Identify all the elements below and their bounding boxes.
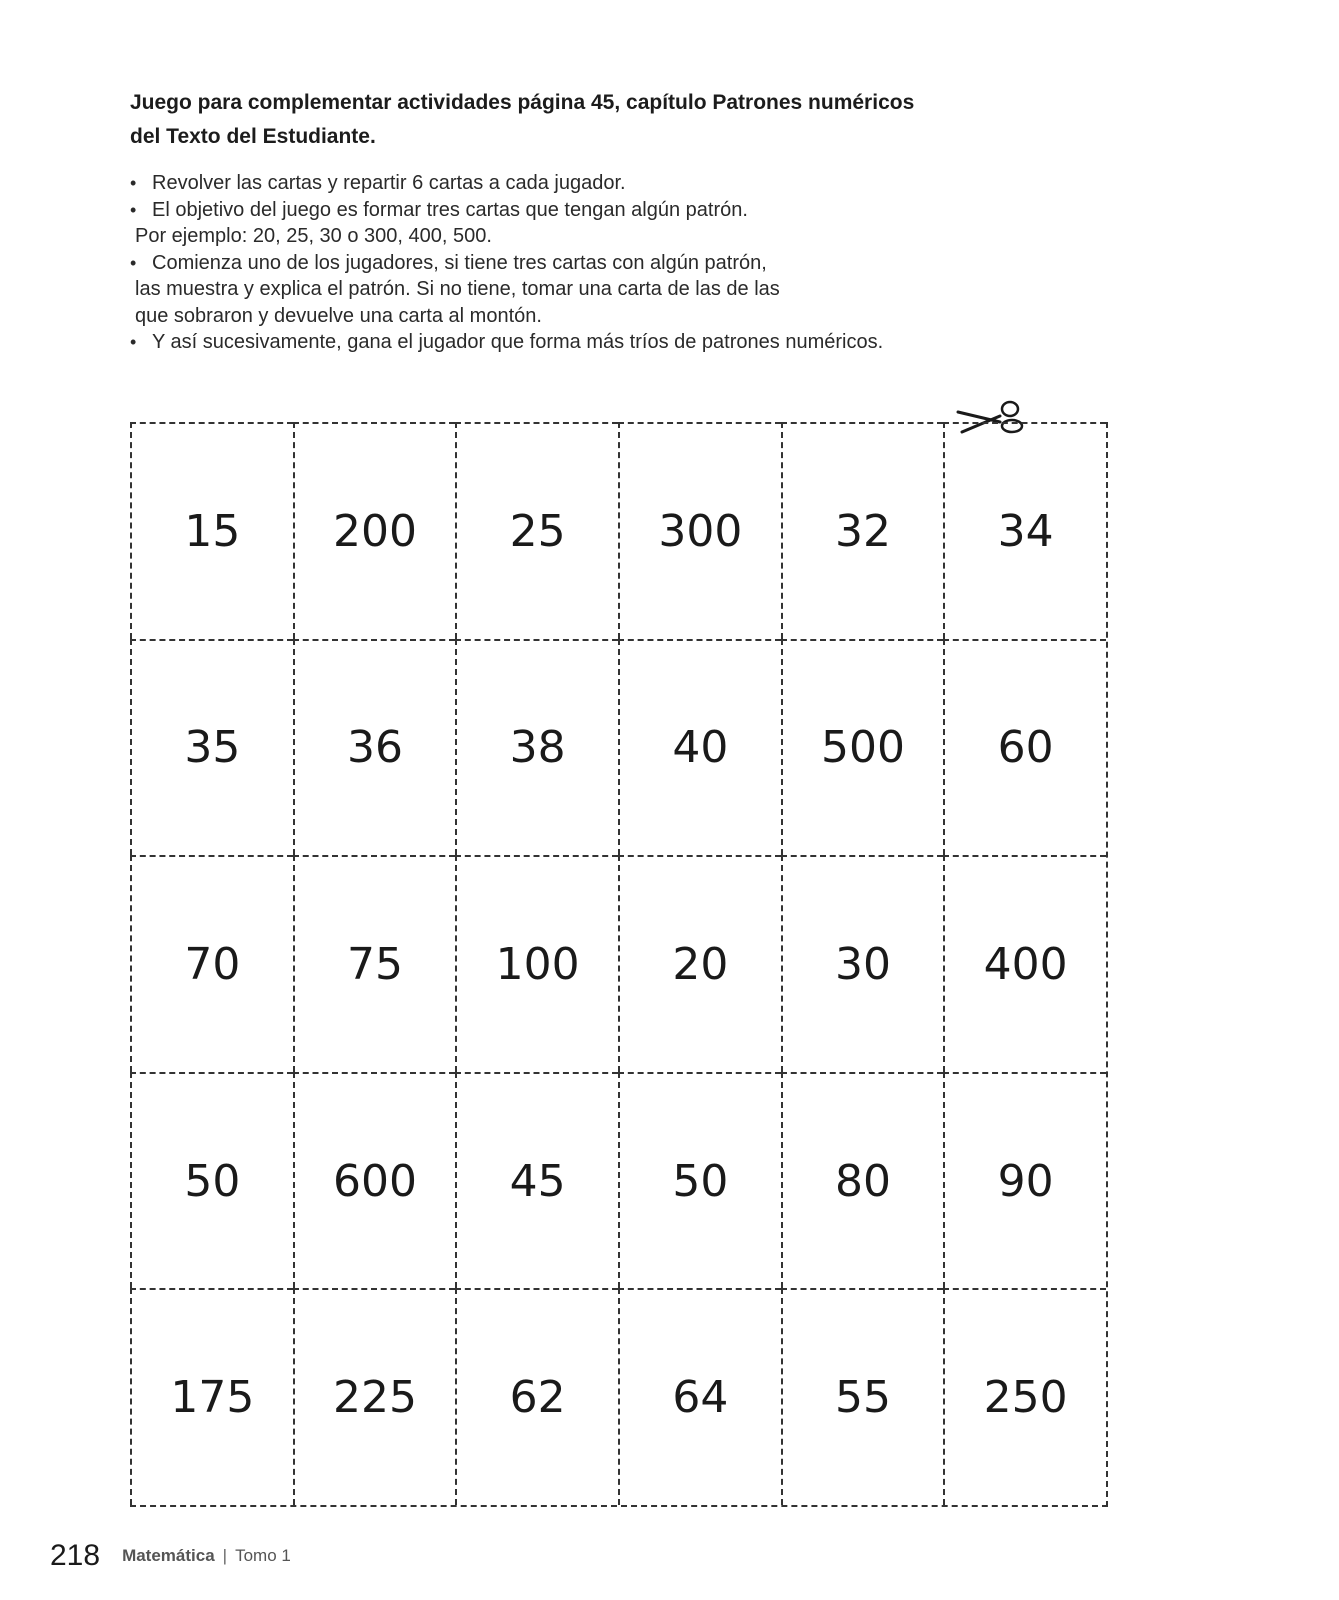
instruction-bullet: • Revolver las cartas y repartir 6 cartas a cada jugador. (130, 170, 1030, 197)
number-card[interactable]: 50 (130, 1072, 293, 1289)
number-card[interactable]: 75 (293, 855, 456, 1072)
number-card[interactable]: 100 (455, 855, 618, 1072)
page-footer (50, 1536, 291, 1576)
number-card[interactable]: 225 (293, 1288, 456, 1505)
number-card[interactable]: 30 (781, 855, 944, 1072)
number-card[interactable]: 62 (455, 1288, 618, 1505)
cards-grid (130, 422, 1108, 1507)
number-card[interactable]: 64 (618, 1288, 781, 1505)
number-card[interactable]: 300 (618, 422, 781, 639)
number-card[interactable]: 34 (943, 422, 1106, 639)
number-card[interactable]: 55 (781, 1288, 944, 1505)
number-card[interactable]: 600 (293, 1072, 456, 1289)
number-card[interactable]: 50 (618, 1072, 781, 1289)
number-card[interactable]: 15 (130, 422, 293, 639)
instruction-continuation: que sobraron y devuelve una carta al montón. (135, 304, 542, 327)
number-card[interactable]: 80 (781, 1072, 944, 1289)
number-card[interactable]: 40 (618, 639, 781, 856)
instruction-bullet: • El objetivo del juego es formar tres cartas que tengan algún patrón. (130, 197, 1030, 224)
subject-label: Matemática (122, 1546, 215, 1565)
number-card[interactable]: 60 (943, 639, 1106, 856)
heading-line-2: del Texto del Estudiante. (130, 125, 376, 148)
number-card[interactable]: 25 (455, 422, 618, 639)
instruction-bullet: • Comienza uno de los jugadores, si tiene tres cartas con algún patrón, (130, 250, 1030, 277)
number-card[interactable]: 90 (943, 1072, 1106, 1289)
instructions-list (130, 170, 1030, 356)
number-card[interactable]: 38 (455, 639, 618, 856)
number-card[interactable]: 36 (293, 639, 456, 856)
page-heading (130, 86, 1030, 154)
number-card[interactable]: 35 (130, 639, 293, 856)
instruction-continuation: Por ejemplo: 20, 25, 30 o 300, 400, 500. (135, 225, 492, 247)
number-card[interactable]: 175 (130, 1288, 293, 1505)
footer-separator: | (222, 1546, 228, 1565)
number-card[interactable]: 32 (781, 422, 944, 639)
number-card[interactable]: 200 (293, 422, 456, 639)
volume-label: Tomo 1 (235, 1546, 291, 1565)
instruction-bullet: • Y así sucesivamente, gana el jugador que forma más tríos de patrones numéricos. (130, 329, 1030, 356)
number-card[interactable]: 500 (781, 639, 944, 856)
page-number: 218 (50, 1539, 101, 1572)
number-card[interactable]: 400 (943, 855, 1106, 1072)
instruction-continuation: las muestra y explica el patrón. Si no tiene, tomar una carta de las de las (135, 278, 780, 300)
number-card[interactable]: 70 (130, 855, 293, 1072)
number-card[interactable]: 20 (618, 855, 781, 1072)
heading-line-1: Juego para complementar actividades página 45, capítulo Patrones numéricos (130, 91, 915, 114)
number-card[interactable]: 45 (455, 1072, 618, 1289)
number-card[interactable]: 250 (943, 1288, 1106, 1505)
